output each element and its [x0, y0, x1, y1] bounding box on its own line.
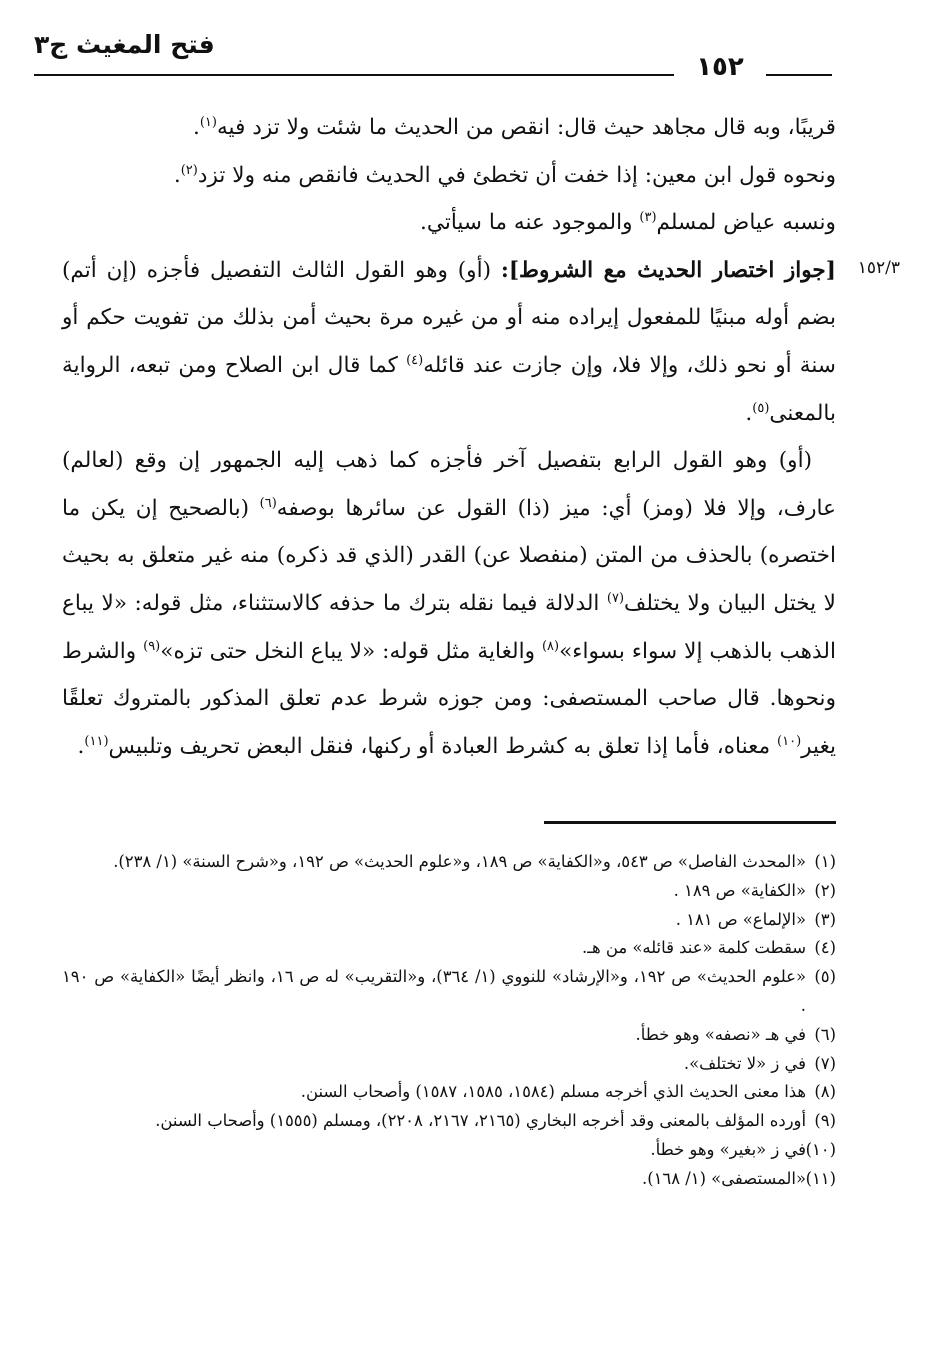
text-segment: الدلالة فيما نقله بترك ما حذفه كالاستثناء، مثل قوله: «لا يباع الذهب بالذهب إلا سواء بسواء» — [62, 590, 836, 664]
text-segment: (بالصحيح إن يكن ما اختصره) بالحذف من المتن (منفصلا عن) القدر (الذي قد ذكره) منه غير متعلق به بحيث لا يختل البيان ولا يختلف — [62, 495, 836, 616]
footnote-number: (٧) — [814, 1053, 836, 1073]
text-segment: والشرط ونحوها. قال صاحب المستصفى: ومن جوزه شرط عدم تعلق المذكور بالمتروك تعلقًا يغير — [62, 638, 836, 759]
text-segment: والموجود عنه ما سيأتي. — [419, 210, 640, 236]
text-line-1 — [62, 104, 836, 152]
text-segment: (أو) وهو القول الرابع بتفصيل آخر فأجزه كما ذهب إليه الجمهور إن وقع (لعالم) عارف، وإلا فلا (ومز) أي: ميز (ذا) القول عن سائرها بوصفه — [62, 448, 837, 521]
footnote-1 — [62, 848, 836, 877]
footnote-ref-9: (٩) — [143, 638, 161, 654]
paragraph-abridgement — [62, 247, 836, 437]
footnote-text: «المستصفى» (١/ ١٦٨). — [642, 1168, 806, 1188]
text-segment: . — [745, 400, 753, 426]
text-segment: ونسبه عياض لمسلم — [656, 210, 836, 236]
footnote-ref-2: (٢) — [180, 162, 198, 178]
page-number: ١٥٢ — [696, 52, 744, 82]
footnote-7 — [62, 1050, 836, 1079]
footnote-number: (٩) — [814, 1111, 836, 1131]
footnote-number: (٥) — [814, 967, 836, 987]
text-segment: والغاية مثل قوله: «لا يباع النخل حتى تزه» — [160, 638, 542, 664]
footnotes — [62, 848, 836, 1194]
footnote-ref-6: (٦) — [259, 495, 277, 511]
footnote-2 — [62, 877, 836, 906]
footnote-number: (١) — [814, 852, 836, 871]
text-segment: كما قال ابن الصلاح ومن تبعه، الرواية بالمعنى — [62, 352, 836, 426]
footnote-number: (١٠) — [805, 1139, 836, 1159]
footnote-ref-10: (١٠) — [777, 733, 802, 749]
footnote-text: في ز «لا تختلف». — [683, 1053, 806, 1073]
footnote-4 — [62, 934, 836, 963]
margin-reference: ١٥٢/٣ — [857, 258, 900, 278]
text-segment: . — [192, 115, 200, 140]
footnote-text: «علوم الحديث» ص ١٩٢، و«الإرشاد» للنووي (١/ ٣٦٤)، و«التقريب» له ص ١٦، وانظر أيضًا «الكفاية» ص ١٩٠ . — [62, 967, 806, 1015]
footnote-text: هذا معنى الحديث الذي أخرجه مسلم (١٥٨٤، ١٥٨٥، ١٥٨٧) وأصحاب السنن. — [300, 1082, 806, 1102]
footnote-text: «الكفاية» ص ١٨٩ . — [673, 880, 806, 900]
footnote-8 — [62, 1078, 836, 1107]
footnote-number: (٨) — [814, 1082, 836, 1102]
section-heading: [جواز اختصار الحديث مع الشروط]: — [500, 257, 836, 283]
footnote-6 — [62, 1021, 836, 1050]
text-segment: . — [77, 733, 85, 759]
header-rule-short — [766, 74, 832, 76]
text-line-3 — [62, 199, 836, 247]
footnote-number: (٣) — [814, 909, 836, 929]
footnote-ref-1: (١) — [199, 114, 217, 130]
footnote-9 — [62, 1107, 836, 1136]
footnote-text: سقطت كلمة «عند قائله» من هـ. — [581, 938, 806, 958]
footnote-text: في هـ «نصفه» وهو خطأ. — [635, 1024, 806, 1044]
text-segment: . — [173, 162, 181, 188]
footnote-text: «المحدث الفاصل» ص ٥٤٣، و«الكفاية» ص ١٨٩، و«علوم الحديث» ص ١٩٢، و«شرح السنة» (١/ ٢٣٨). — [113, 852, 806, 871]
text-segment: معناه، فأما إذا تعلق به كشرط العبادة أو ركنها، فنقل البعض تحريف وتلبيس — [108, 733, 778, 759]
footnote-ref-4: (٤) — [406, 352, 424, 368]
footnote-ref-3: (٣) — [639, 210, 657, 225]
footnote-number: (٦) — [814, 1024, 836, 1044]
footnote-text: أورده المؤلف بالمعنى وقد أخرجه البخاري (٢١٦٥، ٢١٦٧، ٢٢٠٨)، ومسلم (١٥٥٥) وأصحاب السنن. — [155, 1111, 806, 1131]
main-text — [62, 104, 836, 770]
footnote-text: في ز «بغير» وهو خطأ. — [650, 1139, 806, 1159]
footnote-ref-11: (١١) — [84, 733, 109, 749]
footnote-3 — [62, 906, 836, 935]
footnote-11 — [62, 1165, 836, 1194]
footnote-10 — [62, 1136, 836, 1165]
text-segment: ونحوه قول ابن معين: إذا خفت أن تخطئ في الحديث فانقص منه ولا تزد — [197, 162, 836, 188]
text-segment: قريبًا، وبه قال مجاهد حيث قال: انقص من الحديث ما شئت ولا تزد فيه — [216, 115, 836, 140]
text-line-2 — [62, 152, 836, 200]
footnote-ref-8: (٨) — [541, 638, 560, 654]
footnote-text: «الإلماع» ص ١٨١ . — [675, 909, 806, 929]
footnote-separator — [544, 821, 836, 824]
footnote-number: (٢) — [814, 880, 836, 900]
running-header-title: فتح المغيث ج٣ — [34, 30, 215, 59]
footnote-5 — [62, 963, 836, 1021]
footnote-ref-5: (٥) — [752, 400, 770, 416]
paragraph-fourth-opinion — [62, 437, 836, 770]
footnote-number: (١١) — [805, 1168, 836, 1188]
footnote-ref-7: (٧) — [606, 590, 625, 606]
header-rule — [34, 74, 674, 76]
text-segment: (أو) وهو القول الثالث التفصيل فأجزه (إن أتم) بضم أوله مبنيًا للمفعول إيراده منه أو من غيره مرة بحيث أمن بذلك من تفويت حكم أو سنة أو نحو ذلك، وإلا فلا، وإن جازت عند قائله — [62, 257, 836, 378]
footnote-number: (٤) — [814, 938, 836, 958]
